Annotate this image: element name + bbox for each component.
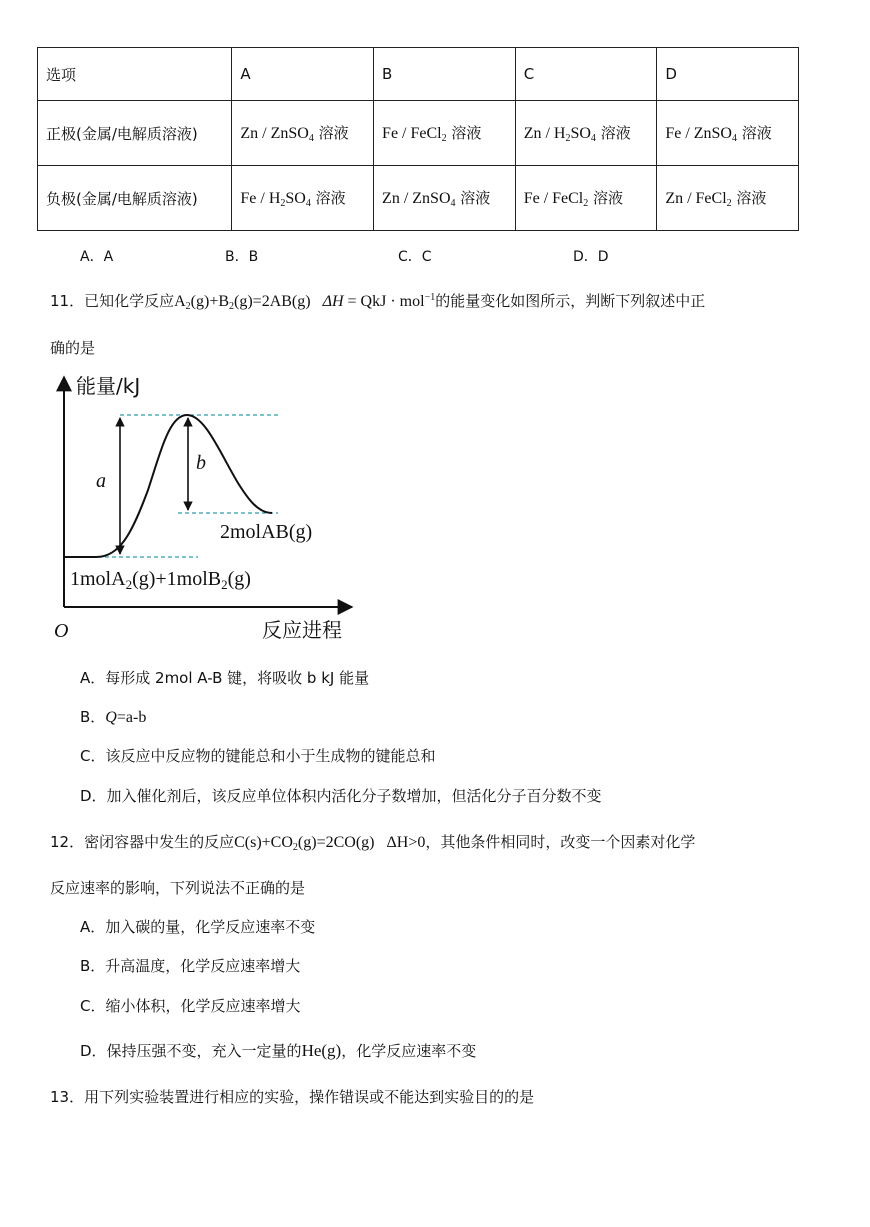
header-cell: A — [232, 48, 374, 101]
table-cell: Zn / ZnSO$_4$ 溶液 — [232, 101, 374, 166]
origin-label: O — [54, 620, 69, 642]
header-cell: D — [657, 48, 799, 101]
label-b: b — [196, 452, 206, 474]
label-a: a — [96, 470, 106, 492]
reactant-label: 1molA$_2$(g)+1molB$_2$(g) — [70, 568, 251, 592]
table-row-negative — [38, 166, 799, 231]
y-axis-label: 能量/kJ — [76, 374, 141, 398]
q11-stem: 11．已知化学反应$A_2(g)+B_2(g)=2AB(g)$ ΔH = QkJ · mol$^{-1}$的能量变化如图所示，判断下列叙述中正 — [50, 292, 706, 312]
q11-option-b[interactable]: B．Q=a-b — [80, 708, 147, 726]
options-table — [37, 47, 799, 231]
table-cell: Fe / $H_2SO_4$ 溶液 — [232, 166, 374, 231]
q12-option-b[interactable]: B．升高温度，化学反应速率增大 — [80, 957, 301, 975]
table-row-positive — [38, 101, 799, 166]
q11-option-d[interactable]: D．加入催化剂后，该反应单位体积内活化分子数增加，但活化分子百分数不变 — [80, 787, 602, 805]
x-axis-label: 反应进程 — [262, 618, 342, 642]
table-header-row — [38, 48, 799, 101]
header-cell: B — [374, 48, 516, 101]
table-cell: Fe / ZnSO$_4$ 溶液 — [657, 101, 799, 166]
q11-stem-line2: 确的是 — [50, 339, 96, 357]
q12-option-c[interactable]: C．缩小体积，化学反应速率增大 — [80, 997, 301, 1015]
table-cell: Zn / FeCl$_2$ 溶液 — [657, 166, 799, 231]
q10-choice-b[interactable]: B．B — [225, 249, 259, 265]
q12-option-a[interactable]: A．加入碳的量，化学反应速率不变 — [80, 918, 316, 936]
header-cell: C — [515, 48, 657, 101]
q11-option-c[interactable]: C．该反应中反应物的键能总和小于生成物的键能总和 — [80, 747, 436, 765]
q12-option-d[interactable]: D．保持压强不变，充入一定量的He(g)，化学反应速率不变 — [80, 1041, 477, 1060]
product-label: 2molAB(g) — [220, 521, 313, 543]
energy-diagram — [40, 365, 370, 650]
q12-stem-line2: 反应速率的影响，下列说法不正确的是 — [50, 879, 306, 897]
row-label: 正极(金属/电解质溶液) — [38, 101, 232, 166]
table-cell: Zn / $H_2SO_4$ 溶液 — [515, 101, 657, 166]
table-cell: Zn / ZnSO$_4$ 溶液 — [374, 166, 516, 231]
q10-choice-c[interactable]: C．C — [398, 249, 432, 265]
q13-stem: 13．用下列实验装置进行相应的实验，操作错误或不能达到实验目的的是 — [50, 1088, 535, 1106]
row-label: 负极(金属/电解质溶液) — [38, 166, 232, 231]
header-cell: 选项 — [38, 48, 232, 101]
q11-option-a[interactable]: A．每形成 2mol A-B 键，将吸收 b kJ 能量 — [80, 669, 370, 687]
table-cell: Fe / FeCl$_2$ 溶液 — [374, 101, 516, 166]
q10-choice-a[interactable]: A．A — [80, 249, 114, 265]
table-cell: Fe / FeCl$_2$ 溶液 — [515, 166, 657, 231]
q10-choice-d[interactable]: D．D — [573, 249, 609, 265]
q12-stem: 12．密闭容器中发生的反应$C(s)+CO_2(g)=2CO(g)$ ΔH>0，其他条件相同时，改变一个因素对化学 — [50, 833, 696, 853]
